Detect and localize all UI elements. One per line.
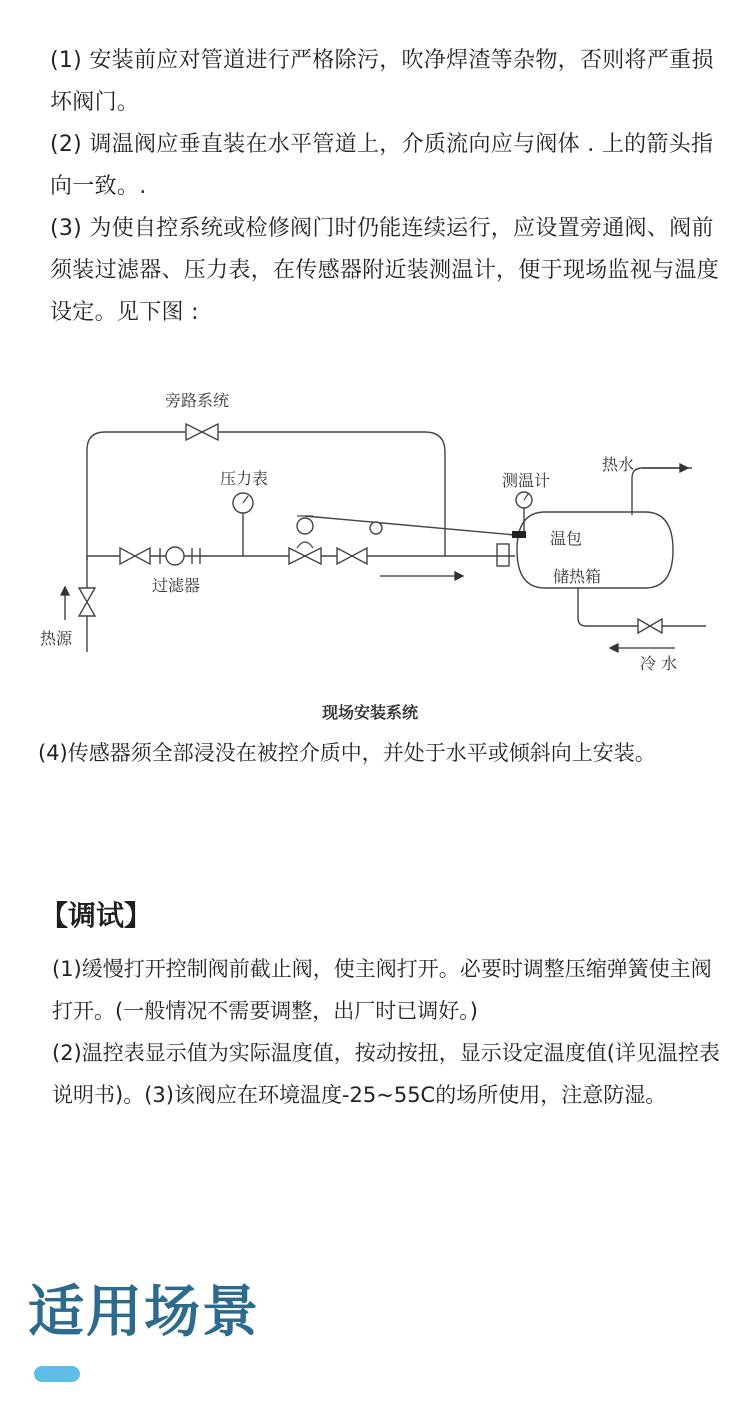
install-step-1: (1) 安装前应对管道进行严格除污，吹净焊渣等杂物，否则将严重损坏阀门。 (50, 48, 714, 115)
diagram-caption: 现场安装系统 (321, 703, 418, 722)
label-pressure-gauge: 压力表 (220, 469, 269, 488)
install-step-2: (2) 调温阀应垂直装在水平管道上，介质流向应与阀体 . 上的箭头指向一致。. (50, 132, 714, 199)
bulb-sensor (512, 531, 526, 538)
label-bypass: 旁路系统 (165, 391, 230, 410)
installation-diagram (0, 370, 750, 690)
bypass-valve (186, 424, 218, 440)
install-step-3: (3) 为使自控系统或检修阀门时仍能连续运行，应设置旁通阀、阀前须装过滤器、压力表，在传感器附近装测温计，便于现场监视与温度设定。见下图 : (50, 216, 720, 325)
filter (166, 547, 184, 565)
inlet-valve (120, 548, 150, 564)
install-step-4: (4)传感器须全部浸没在被控介质中，并处于水平或倾斜向上安装。 (38, 741, 656, 765)
scene-title: 适用场景 (28, 1280, 260, 1345)
bypass-pipe (87, 432, 445, 560)
decorative-pill (34, 1366, 80, 1382)
label-heat-source: 热源 (40, 629, 73, 648)
debug-section-title: 【调试】 (40, 899, 153, 932)
label-thermometer: 测温计 (502, 471, 551, 490)
label-bulb: 温包 (550, 529, 583, 548)
control-valve (289, 548, 321, 564)
label-hot-water: 热水 (602, 455, 635, 474)
label-tank: 储热箱 (553, 567, 602, 586)
debug-step-2: (2)温控表显示值为实际温度值，按动按扭，显示设定温度值(详见温控表说明书)。(3)该阀应在环境温度-25~55C的场所使用，注意防湿。 (52, 1041, 720, 1107)
capillary-line (305, 516, 515, 535)
label-filter: 过滤器 (152, 576, 201, 595)
cold-water-valve (638, 619, 662, 633)
outlet-valve (337, 548, 367, 564)
debug-step-1: (1)缓慢打开控制阀前截止阀，使主阀打开。必要时调整压缩弹簧使主阀打开。(一般情况不需要调整，出厂时已调好。) (52, 957, 712, 1023)
source-valve (79, 588, 95, 616)
label-cold-water: 冷 水 (640, 654, 678, 673)
